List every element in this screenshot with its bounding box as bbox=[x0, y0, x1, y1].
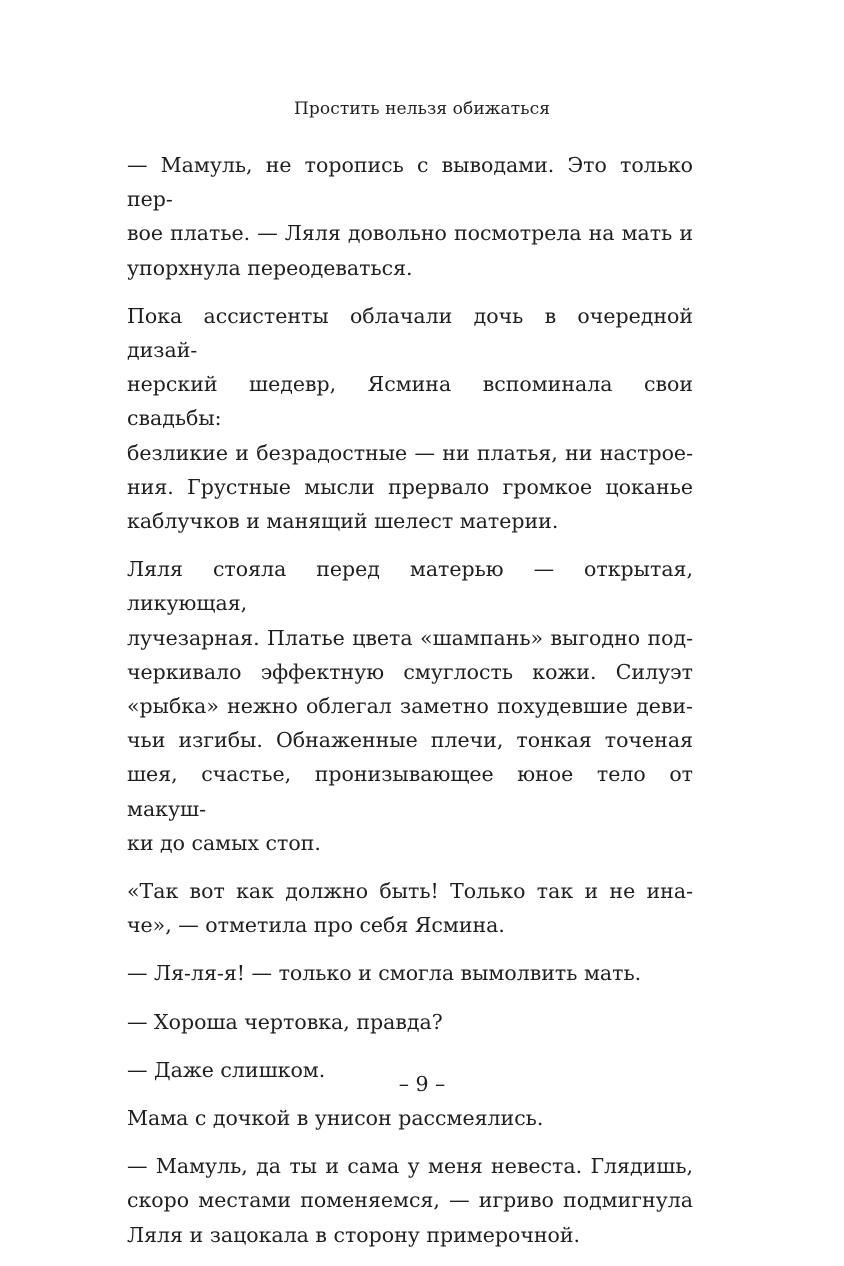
text-line: каблучков и манящий шелест материи. bbox=[127, 509, 559, 534]
text-line: — Даже слишком. bbox=[127, 1057, 326, 1082]
text-line: шея, счастье, пронизывающее юное тело от макуш- bbox=[127, 762, 693, 821]
paragraph bbox=[127, 1101, 693, 1135]
paragraph bbox=[127, 148, 693, 285]
text-line: — Хороша чертовка, правда? bbox=[127, 1009, 443, 1034]
running-header: Простить нельзя обижаться bbox=[293, 99, 551, 119]
text-line: — Ля-ля-я! — только и смогла вымолвить мать. bbox=[127, 961, 642, 986]
text-line: скоро местами поменяемся, — игриво подмигнула bbox=[127, 1188, 693, 1213]
paragraph bbox=[127, 1005, 693, 1039]
text-line: упорхнула переодеваться. bbox=[127, 255, 413, 280]
text-line: чьи изгибы. Обнаженные плечи, тонкая точеная bbox=[127, 728, 693, 753]
paragraph bbox=[127, 956, 693, 990]
text-line: Мама с дочкой в унисон рассмеялись. bbox=[127, 1106, 544, 1131]
page-number: – 9 – bbox=[398, 1072, 446, 1096]
text-line: нерский шедевр, Ясмина вспоминала свои свадьбы: bbox=[127, 372, 693, 431]
text-line: Ляля стояла перед матерью — открытая, ликующая, bbox=[127, 557, 693, 616]
paragraph bbox=[127, 1149, 693, 1252]
text-line: — Мамуль, не торопись с выводами. Это только пер- bbox=[127, 153, 693, 212]
text-line: «рыбка» нежно облегал заметно похудевшие деви- bbox=[127, 694, 693, 719]
text-line: ния. Грустные мысли прервало громкое цоканье bbox=[127, 474, 693, 499]
text-line: лучезарная. Платье цвета «шампань» выгодно под- bbox=[127, 625, 693, 650]
text-line: вое платье. — Ляля довольно посмотрела на мать и bbox=[127, 221, 693, 246]
text-line: — Мамуль, да ты и сама у меня невеста. Глядишь, bbox=[127, 1154, 693, 1179]
text-line: «Так вот как должно быть! Только так и не ина- bbox=[127, 879, 693, 904]
text-line: Пока ассистенты облачали дочь в очередной дизай- bbox=[127, 303, 693, 363]
text-line: Ляля и зацокала в сторону примерочной. bbox=[127, 1222, 581, 1247]
text-line: черкивало эффектную смуглость кожи. Силуэт bbox=[127, 659, 693, 684]
paragraph bbox=[127, 552, 693, 860]
text-line: безликие и безрадостные — ни платья, ни настрое- bbox=[127, 440, 693, 465]
paragraph bbox=[127, 874, 693, 942]
paragraph bbox=[127, 299, 693, 538]
text-line: ки до самых стоп. bbox=[127, 830, 321, 855]
text-line: че», — отметила про себя Ясмина. bbox=[127, 913, 505, 938]
